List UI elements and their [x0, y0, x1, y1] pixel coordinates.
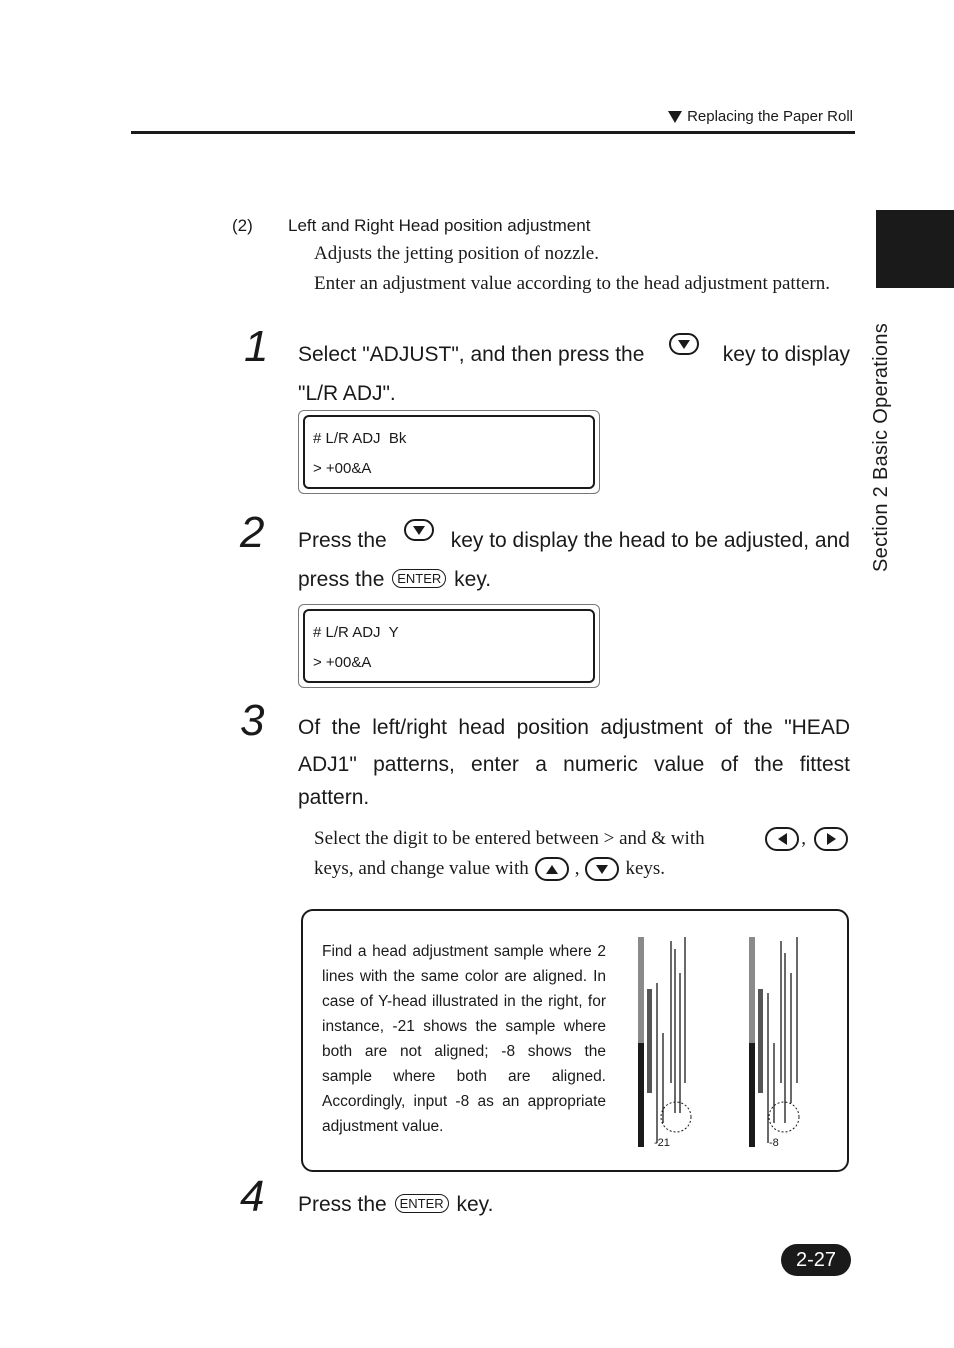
lcd-line-1: # L/R ADJ Bk — [313, 430, 407, 447]
step-1-text-b: key to display — [722, 343, 850, 366]
pattern-label: -21 — [654, 1137, 670, 1149]
step-3-note: Select the digit to be entered between > and & with , keys, and change value with , keys. — [314, 824, 850, 884]
down-arrow-key-icon — [669, 333, 699, 355]
down-arrow-key-icon — [404, 519, 434, 541]
lcd-display-step-1 — [298, 410, 600, 494]
step-3-note-c: keys. — [625, 858, 666, 879]
header-title: Replacing the Paper Roll — [687, 108, 853, 125]
step-4-number: 4 — [240, 1172, 265, 1221]
step-3-text — [298, 709, 850, 813]
step-3-note-b: keys, and change value with — [314, 858, 529, 879]
lcd-line-2: > +00&A — [313, 460, 372, 477]
section-tab-marker — [876, 210, 954, 288]
pattern-minus-8 — [749, 937, 799, 1149]
step-3-line-2: ADJ1" patterns, enter a numeric value of the fittest — [298, 753, 850, 776]
step-3-line-3: pattern. — [298, 786, 370, 809]
step-1-text-a: Select "ADJUST", and then press the — [298, 343, 645, 366]
pattern-minus-21 — [638, 937, 691, 1149]
header-rule — [131, 131, 855, 134]
section-tab-label: Section 2 Basic Operations — [870, 322, 892, 572]
pattern-bar — [749, 937, 755, 1043]
head-pattern-illustration — [633, 933, 823, 1153]
triangle-down-icon — [668, 111, 682, 123]
running-header — [668, 108, 853, 125]
subsection-title: Left and Right Head position adjustment — [288, 216, 591, 235]
up-arrow-key-icon — [535, 857, 569, 881]
step-2-text — [298, 521, 850, 599]
step-2-text-d: key. — [454, 568, 492, 591]
step-1-text-c: "L/R ADJ". — [298, 382, 396, 405]
step-1-number: 1 — [244, 322, 269, 371]
enter-key-icon: ENTER — [395, 1194, 449, 1213]
step-2-number: 2 — [240, 508, 265, 557]
enter-key-icon: ENTER — [392, 569, 446, 588]
lcd-line-1: # L/R ADJ Y — [313, 624, 399, 641]
step-3-number: 3 — [240, 696, 265, 745]
subsection-line-1: Adjusts the jetting position of nozzle. — [314, 243, 599, 264]
adjustment-example-callout — [301, 909, 849, 1172]
step-3-note-a: Select the digit to be entered between > and & with — [314, 828, 705, 849]
step-4-text-b: key. — [456, 1193, 494, 1216]
step-2-text-a: Press the — [298, 529, 387, 552]
subsection-number: (2) — [232, 216, 253, 235]
page-number: 2-27 — [781, 1244, 851, 1276]
pattern-bar — [638, 1043, 644, 1147]
step-3-line-1: Of the left/right head position adjustment of the "HEAD — [298, 716, 850, 739]
lcd-line-2: > +00&A — [313, 654, 372, 671]
callout-text: Find a head adjustment sample where 2 lines with the same color are aligned. In case of Y-head illustrated in the right, for instance, -21 shows the sample where both are not aligned; -8 shows the sample where both are aligned. Accordingly, input -8 as an appropriate adjustment value. — [322, 943, 606, 1135]
step-1-text — [298, 335, 850, 413]
step-2-text-b: key to display the head to be adjusted, and — [450, 529, 850, 552]
pattern-bar — [758, 989, 763, 1093]
lcd-display-step-2 — [298, 604, 600, 688]
alignment-circle — [661, 1102, 691, 1132]
step-4-text — [298, 1185, 493, 1224]
step-2-text-c: press the — [298, 568, 385, 591]
pattern-bar — [749, 1043, 755, 1147]
right-arrow-key-icon — [814, 827, 848, 851]
pattern-label: -8 — [769, 1137, 779, 1149]
pattern-bar — [647, 989, 652, 1093]
down-arrow-key-icon — [585, 857, 619, 881]
left-arrow-key-icon — [765, 827, 799, 851]
pattern-bar — [638, 937, 644, 1043]
step-4-text-a: Press the — [298, 1193, 387, 1216]
subsection-line-2: Enter an adjustment value according to the head adjustment pattern. — [314, 273, 830, 294]
